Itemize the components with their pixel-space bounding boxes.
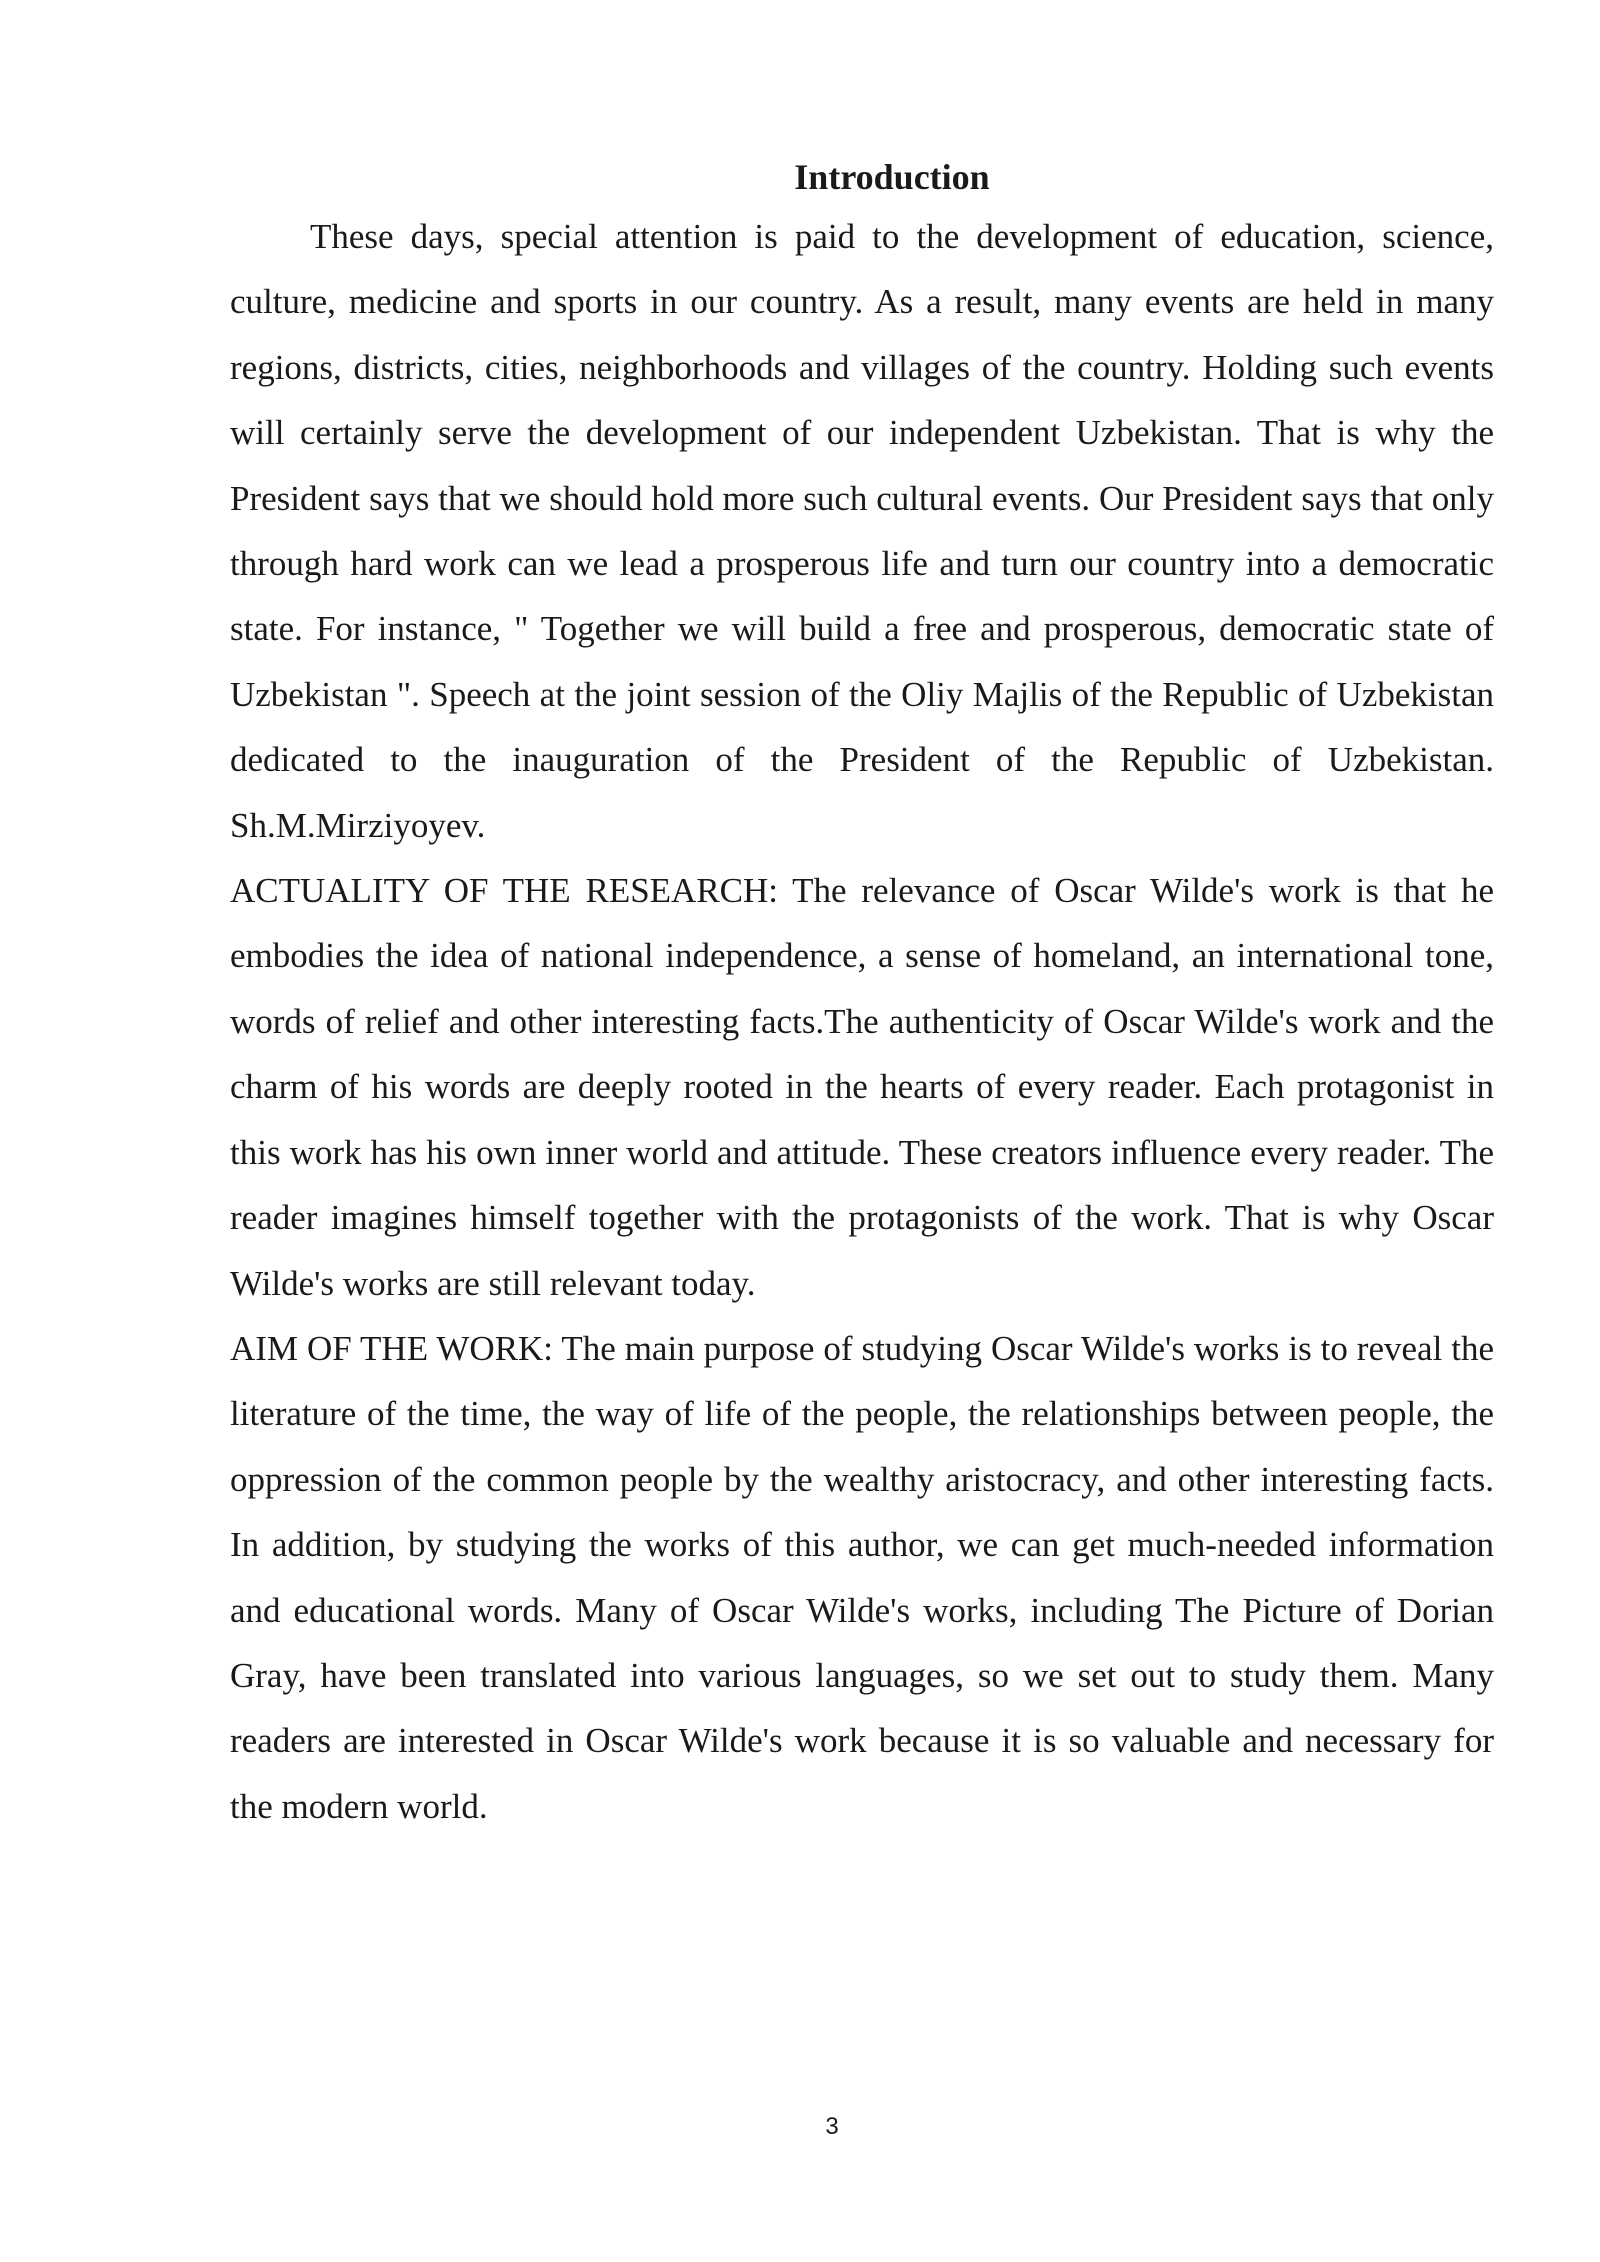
intro-paragraph: These days, special attention is paid to the development of education, science, culture, medicine and sports in our country. As a result, many events are held in many regions, districts, cities, neighborhoods and villages of the country. Holding such events will certainly serve the development of our independent Uzbekistan. That is why the President says that we should hold more such cultural events. Our President says that only through hard work can we lead a prosperous life and turn our country into a democratic state. For instance, " Together we will build a free and prosperous, democratic state of Uzbekistan ". Speech at the joint session of the Oliy Majlis of the Republic of Uzbekistan dedicated to the inauguration of the President of the Republic of Uzbekistan. Sh.M.Mirziyoyev.: [230, 217, 1494, 845]
page-title: Introduction: [794, 157, 990, 197]
actuality-paragraph: ACTUALITY OF THE RESEARCH: The relevance of Oscar Wilde's work is that he embodies the idea of national independence, a sense of homeland, an international tone, words of relief and other interesting facts.The authenticity of Oscar Wilde's work and the charm of his words are deeply rooted in the hearts of every reader. Each protagonist in this work has his own inner world and attitude. These creators influence every reader. The reader imagines himself together with the protagonists of the work. That is why Oscar Wilde's works are still relevant today.: [230, 871, 1494, 1303]
aim-paragraph: AIM OF THE WORK: The main purpose of studying Oscar Wilde's works is to reveal the literature of the time, the way of life of the people, the relationships between people, the oppression of the common people by the wealthy aristocracy, and other interesting facts. In addition, by studying the works of this author, we can get much-needed information and educational words. Many of Oscar Wilde's works, including The Picture of Dorian Gray, have been translated into various languages, so we set out to study them. Many readers are interested in Oscar Wilde's work because it is so valuable and necessary for the modern world.: [230, 1328, 1494, 1826]
page-number: 3: [825, 2113, 839, 2140]
page-content: [230, 150, 1494, 1839]
